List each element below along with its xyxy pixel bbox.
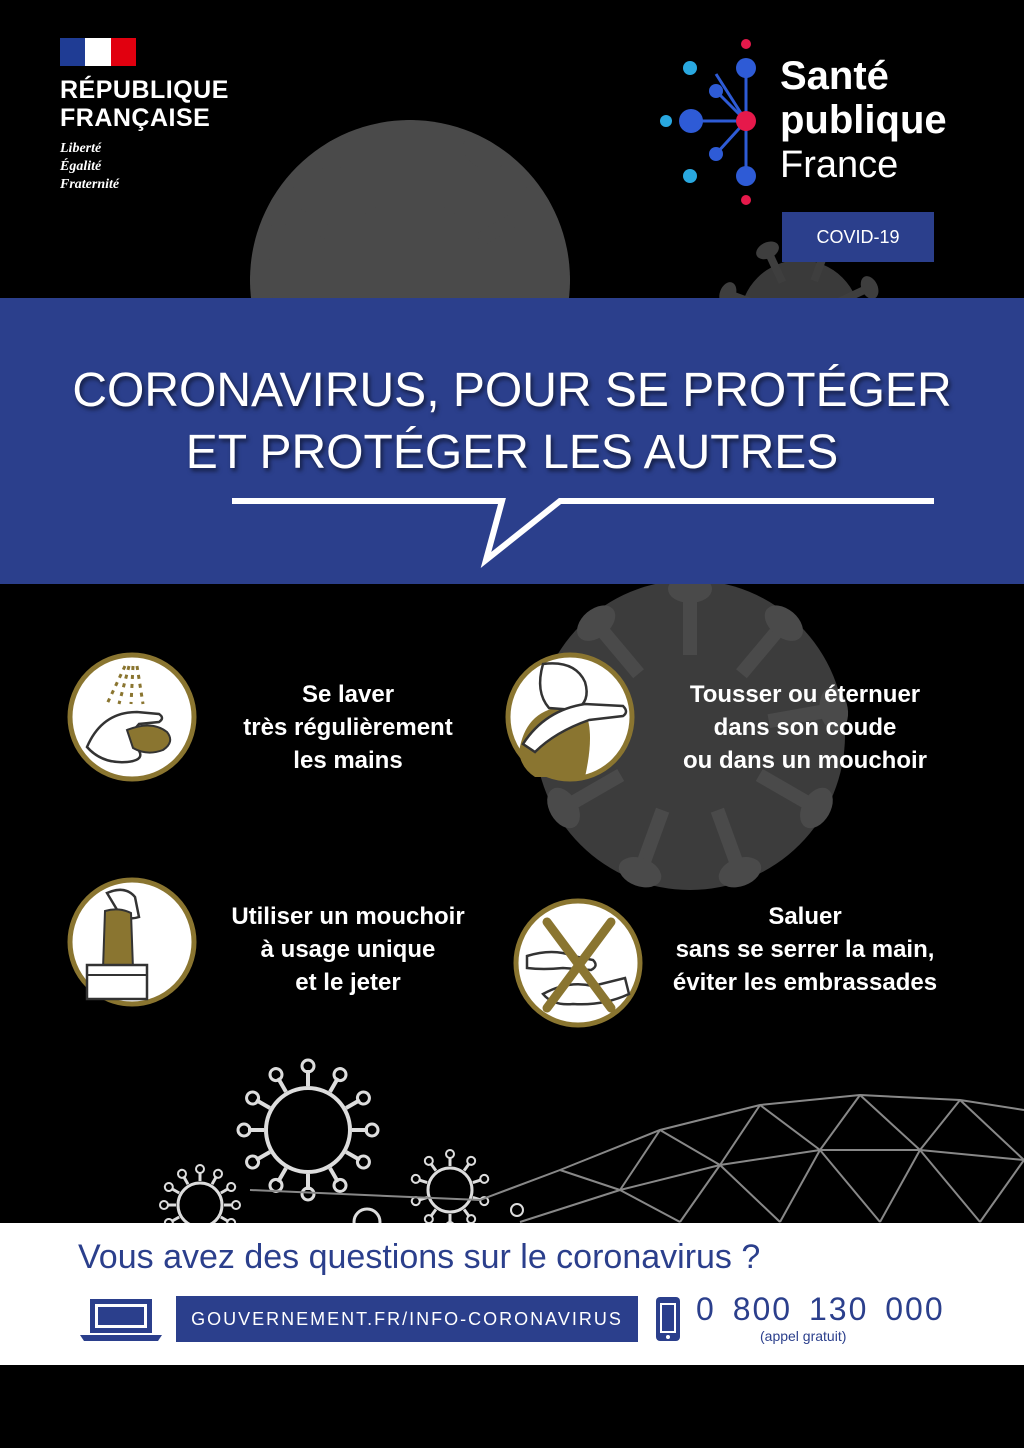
elbow-cough-icon [505, 652, 635, 782]
covid-badge: COVID-19 [782, 212, 934, 262]
tip-hand-washing: Se laver très régulièrement les mains [243, 681, 453, 774]
molecule-logo-icon [656, 36, 776, 206]
wireframe-mesh [250, 1095, 1024, 1222]
info-url-link[interactable]: GOUVERNEMENT.FR/INFO-CORONAVIRUS [176, 1296, 638, 1342]
tip-single-use-tissue: Utiliser un mouchoir à usage unique et le jeter [231, 903, 465, 996]
page-title: CORONAVIRUS, POUR SE PROTÉGER ET PROTÉGER LES AUTRES [72, 364, 952, 479]
footer-contact [0, 1223, 1024, 1365]
laptop-icon [78, 1297, 164, 1343]
no-handshake-icon [513, 898, 643, 1028]
republique-francaise-logo [60, 38, 229, 194]
phone-note: (appel gratuit) [760, 1328, 847, 1344]
virus-outline-large [238, 1060, 378, 1200]
virus-outline-small-2 [411, 1150, 490, 1230]
hand-washing-icon [67, 652, 197, 782]
tip-elbow-cough: Tousser ou éternuer dans son coude ou dans un mouchoir [683, 681, 927, 774]
agency-name: Santé publique France [780, 54, 947, 186]
tip-no-handshake: Saluer sans se serrer la main, éviter les embrassades [672, 903, 938, 996]
republic-motto: Liberté Égalité Fraternité [60, 141, 120, 192]
french-flag-icon [60, 38, 136, 66]
phone-icon [654, 1295, 682, 1343]
republic-name: RÉPUBLIQUE FRANÇAISE [60, 76, 229, 132]
phone-number[interactable]: 0 800 130 000 [696, 1291, 945, 1327]
tissue-icon [67, 877, 197, 1007]
sante-publique-france-logo [656, 36, 976, 206]
footer-question: Vous avez des questions sur le coronavirus ? [78, 1238, 761, 1276]
title-banner [0, 298, 1024, 584]
